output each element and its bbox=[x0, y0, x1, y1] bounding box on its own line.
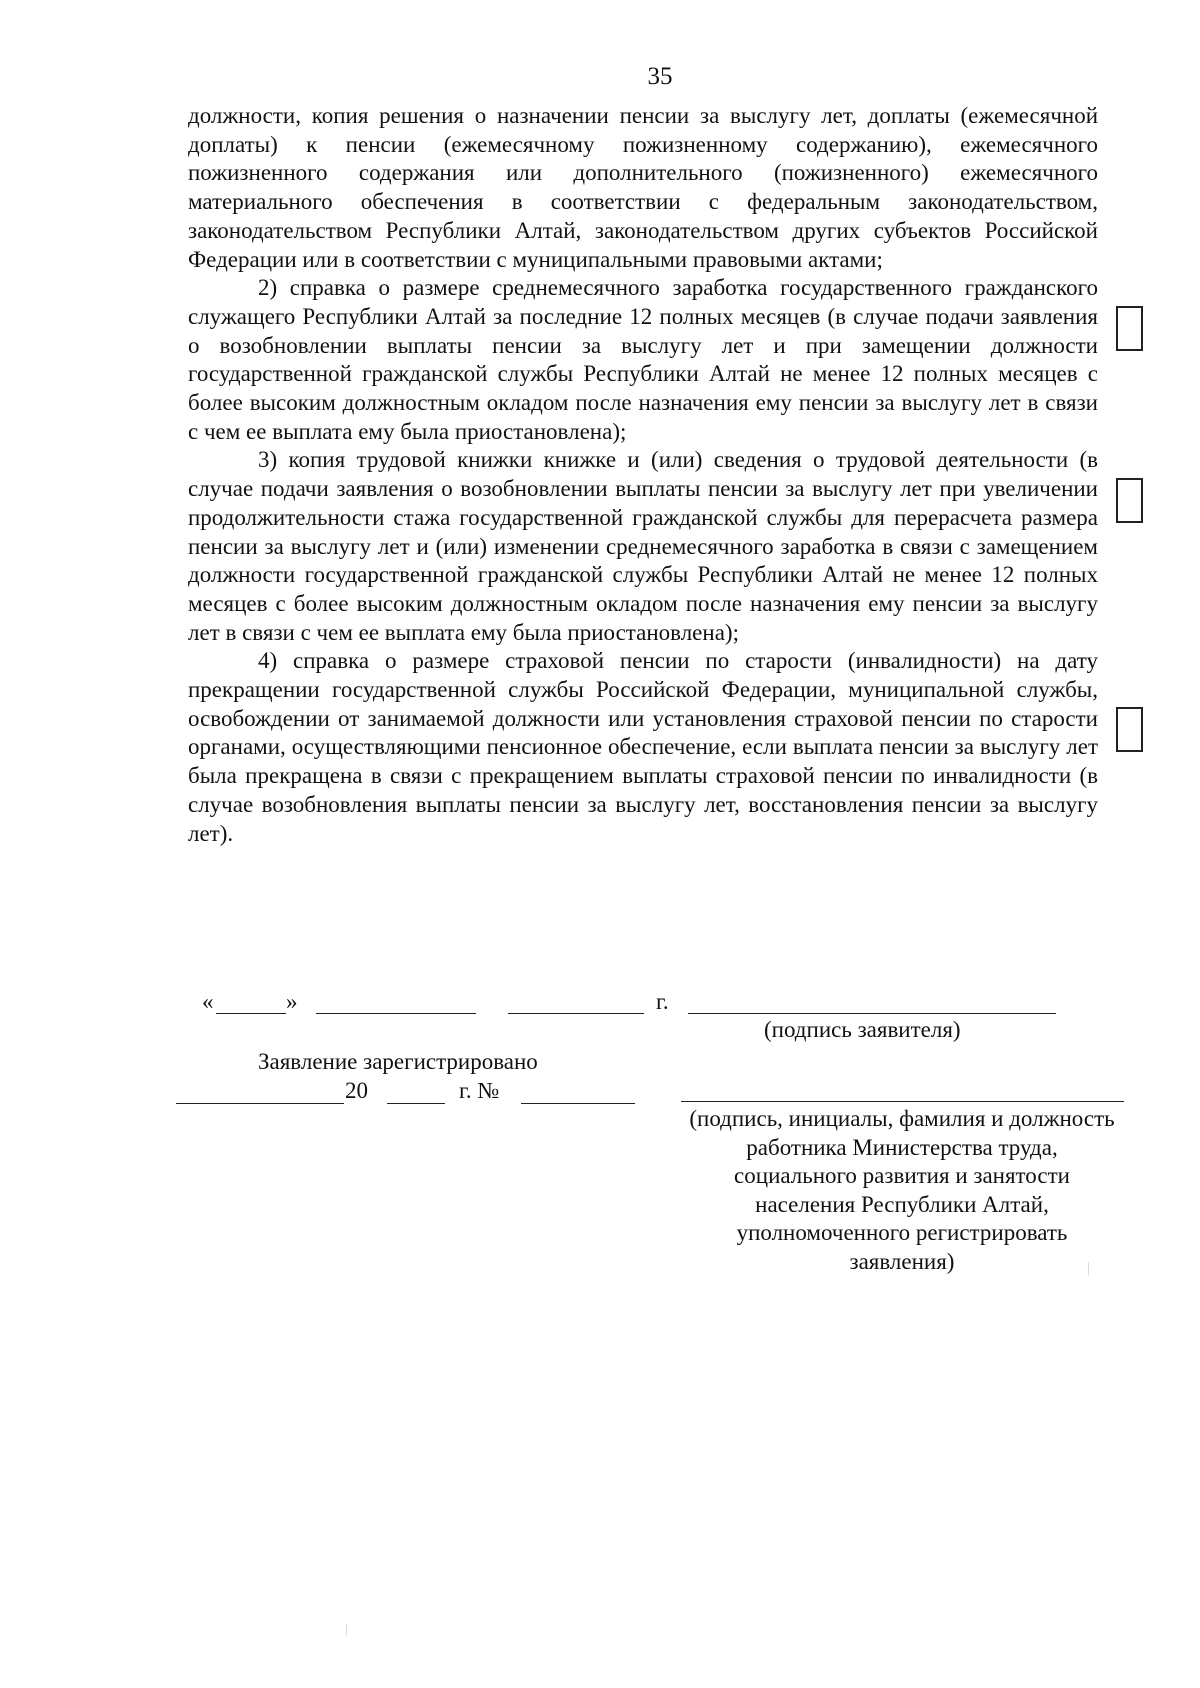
registrar-signature-caption bbox=[662, 1105, 1142, 1277]
date-quote-open: « bbox=[202, 989, 214, 1014]
checkbox-item-3[interactable] bbox=[1116, 478, 1143, 523]
caption-line: работника Министерства труда, bbox=[746, 1134, 1058, 1160]
paragraph-continuation: должности, копия решения о назначении пенсии за выслугу лет, доплаты (ежемесячной доплаты) к пенсии (ежемесячному пожизненному содержанию), ежемесячного пожизненного содержания или дополнительного (пожизненного) ежемесячного материального обеспечения в соответствии с федеральным законодательством, законодательством Республики Алтай, законодательством других субъектов Российской Федерации или в соответствии с муниципальными правовыми актами; bbox=[188, 103, 1098, 272]
caption-line: уполномоченного регистрировать bbox=[736, 1220, 1068, 1246]
paragraph-item-2: 2) справка о размере среднемесячного заработка государственного гражданского служащего Республики Алтай за последние 12 полных месяцев (в случае подачи заявления о возобновлении выплаты пенсии за выслугу лет и при замещении должности государственной гражданской службы Республики Алтай не менее 12 полных месяцев с более высоким должностным окладом после назначения ему пенсии за выслугу лет в связи с чем ее выплата ему была приостановлена); bbox=[188, 275, 1098, 444]
paragraph-item-4: 4) справка о размере страховой пенсии по старости (инвалидности) на дату прекращении государственной службы Российской Федерации, муниципальной службы, освобождении от занимаемой должности или установления страховой пенсии по старости органами, осуществляющими пенсионное обеспечение, если выплата пенсии за выслугу лет была прекращена в связи с прекращением выплаты страховой пенсии по инвалидности (в случае возобновления выплаты пенсии за выслугу лет, восстановления пенсии за выслугу лет). bbox=[188, 648, 1098, 846]
registration-year-prefix: 20 bbox=[345, 1078, 368, 1103]
registration-year-field[interactable] bbox=[387, 1103, 445, 1104]
registration-title: Заявление зарегистрировано bbox=[258, 1049, 538, 1074]
applicant-signature-caption: (подпись заявителя) bbox=[764, 1017, 961, 1042]
caption-line: (подпись, инициалы, фамилия и должность bbox=[689, 1106, 1115, 1131]
document-body bbox=[188, 102, 1098, 848]
registration-number-label: г. № bbox=[459, 1078, 500, 1103]
checkbox-item-4[interactable] bbox=[1116, 707, 1143, 752]
scan-artifact bbox=[1088, 1262, 1089, 1276]
scan-artifact bbox=[346, 1624, 347, 1636]
date-month-field[interactable] bbox=[316, 1013, 476, 1014]
date-year-suffix: г. bbox=[656, 989, 669, 1014]
paragraph-item-3: 3) копия трудовой книжки книжке и (или) сведения о трудовой деятельности (в случае подачи заявления о возобновлении выплаты пенсии за выслугу лет при увеличении продолжительности стажа государственной гражданской службы для перерасчета размера пенсии за выслугу лет и (или) изменении среднемесячного заработка в связи с замещением должности государственной гражданской службы Республики Алтай не менее 12 полных месяцев с более высоким должностным окладом после назначения ему пенсии за выслугу лет в связи с чем ее выплата ему была приостановлена); bbox=[188, 447, 1098, 645]
registration-number-field[interactable] bbox=[521, 1103, 635, 1104]
applicant-signature-field[interactable] bbox=[688, 1013, 1056, 1014]
date-quote-close: » bbox=[286, 989, 298, 1014]
checkbox-item-2[interactable] bbox=[1116, 306, 1143, 351]
registrar-signature-field[interactable] bbox=[681, 1101, 1124, 1102]
date-day-field[interactable] bbox=[216, 1013, 286, 1014]
caption-line: населения Республики Алтай, bbox=[755, 1191, 1049, 1217]
registration-date-field[interactable] bbox=[176, 1103, 344, 1104]
page-number: 35 bbox=[647, 63, 673, 90]
caption-line: заявления) bbox=[849, 1248, 955, 1274]
caption-line: социального развития и занятости bbox=[734, 1163, 1070, 1189]
date-year-field[interactable] bbox=[508, 1013, 644, 1014]
